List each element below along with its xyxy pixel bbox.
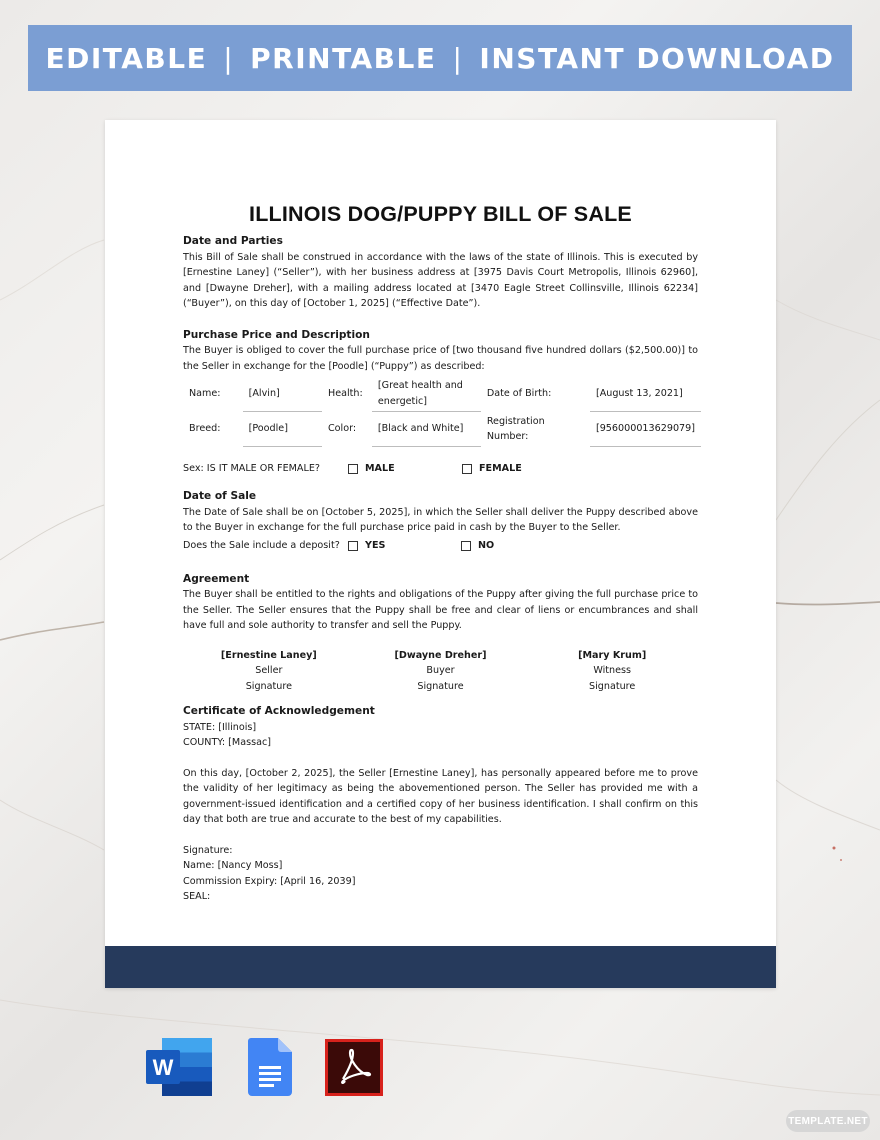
- checkbox[interactable]: [348, 464, 358, 474]
- signer-role: Seller: [255, 665, 283, 676]
- banner-separator: |: [223, 41, 235, 75]
- date-parties-text: This Bill of Sale shall be construed in accordance with the laws of the state of Illinois. This is executed by [Ernestine Laney] (“Seller”), with her business address at [3975 Davis Court Metropolis, Illinois 62960], and [Dwayne Dreher], with a mailing address located at [3470 Eagle Street Collinsville, Illinois 62234] (“Buyer”), on this day of [October 1, 2025] (“Effective Date”).: [183, 251, 698, 309]
- certificate-seal: SEAL:: [183, 891, 211, 902]
- word-icon[interactable]: [146, 1038, 212, 1096]
- label-name: Name:: [189, 388, 221, 399]
- banner-separator: |: [452, 41, 464, 75]
- table-row: [183, 412, 701, 447]
- agreement-text: The Buyer shall be entitled to the rights and obligations of the Puppy after giving the full purchase price to the Seller. The Seller ensures that the Puppy shall be free and clear of liens or encumbrances and shall have full and sole authority to transfer and sell the Puppy.: [183, 589, 698, 631]
- section-heading-purchase: Purchase Price and Description: [183, 328, 370, 341]
- document-content: [183, 200, 698, 905]
- puppy-details-table: [183, 376, 701, 447]
- male-label: MALE: [365, 463, 395, 475]
- certificate-county: COUNTY: [Massac]: [183, 737, 271, 748]
- section-heading-date-of-sale: Date of Sale: [183, 490, 257, 502]
- checkbox[interactable]: [462, 464, 472, 474]
- label-breed: Breed:: [189, 423, 221, 435]
- certificate-commission: Commission Expiry: [April 16, 2039]: [183, 875, 356, 887]
- google-docs-icon[interactable]: [248, 1038, 292, 1096]
- sex-choice-row: [183, 459, 698, 479]
- yes-label: YES: [365, 539, 386, 551]
- value-dob: [August 13, 2021]: [590, 376, 701, 412]
- signature-label: Signature: [589, 680, 636, 692]
- section-heading-date-parties: Date and Parties: [183, 235, 283, 247]
- female-option[interactable]: [462, 461, 522, 477]
- certificate-state: STATE: [Illinois]: [183, 721, 257, 733]
- signature-block: [183, 648, 698, 695]
- female-label: FEMALE: [479, 463, 522, 475]
- signature-seller: [183, 648, 355, 695]
- banner-instant-download: INSTANT DOWNLOAD: [479, 41, 835, 75]
- signer-role: Buyer: [426, 665, 455, 676]
- format-icons: [0, 1038, 880, 1098]
- label-color: Color:: [327, 423, 357, 435]
- certificate-name: Name: [Nancy Moss]: [183, 860, 283, 871]
- signature-buyer: [355, 648, 527, 695]
- no-option[interactable]: [461, 538, 494, 554]
- label-registration: Registration Number:: [486, 415, 545, 442]
- signer-name: [Mary Krum]: [578, 649, 647, 661]
- section-heading-certificate: Certificate of Acknowledgement: [183, 705, 375, 717]
- value-health: [Great health and energetic]: [372, 376, 481, 412]
- deposit-choice-row: [183, 536, 698, 556]
- value-breed: [Poodle]: [243, 412, 322, 447]
- promo-banner: [28, 25, 852, 91]
- signer-role: Witness: [593, 665, 632, 676]
- banner-printable: PRINTABLE: [250, 41, 437, 75]
- value-registration: [956000013629079]: [590, 412, 701, 447]
- signer-name: [Ernestine Laney]: [220, 649, 317, 661]
- value-color: [Black and White]: [372, 412, 481, 447]
- deposit-label: Does the Sale include a deposit?: [183, 539, 340, 551]
- checkbox[interactable]: [348, 541, 358, 551]
- date-of-sale-text: The Date of Sale shall be on [October 5, 2025], in which the Seller shall deliver the Puppy described above to the Buyer in exchange for the full purchase price paid in cash by the Buyer to the Seller.: [183, 506, 698, 533]
- label-dob: Date of Birth:: [486, 388, 552, 399]
- certificate-text: On this day, [October 2, 2025], the Seller [Ernestine Laney], has personally appeared before me to prove the validity of her legitimacy as being the abovementioned person. The Seller has provided me with a government-issued identification and a certified copy of her business identification. I shall confirm on this day that both are true and accurate to the best of my capabilities.: [183, 767, 698, 825]
- document-title: ILLINOIS DOG/PUPPY BILL OF SALE: [249, 202, 632, 226]
- male-option[interactable]: [348, 461, 462, 477]
- value-name: [Alvin]: [243, 376, 322, 412]
- certificate-signature: Signature:: [183, 844, 233, 856]
- signature-label: Signature: [245, 680, 292, 692]
- table-row: [183, 376, 701, 412]
- purchase-text: The Buyer is obliged to cover the full purchase price of [two thousand five hundred dollars ($2,500.00)] to the Seller in exchange for the [Poodle] (“Puppy”) as described:: [183, 345, 698, 372]
- yes-option[interactable]: [348, 538, 461, 554]
- signer-name: [Dwayne Dreher]: [394, 649, 487, 661]
- document-footer-bar: [105, 946, 776, 988]
- sex-label: Sex: IS IT MALE OR FEMALE?: [183, 463, 320, 475]
- pdf-icon[interactable]: [325, 1039, 383, 1096]
- no-label: NO: [478, 539, 495, 551]
- document-page: [105, 120, 776, 988]
- template-net-badge[interactable]: TEMPLATE.NET: [786, 1110, 870, 1132]
- signature-label: Signature: [417, 680, 464, 692]
- section-heading-agreement: Agreement: [183, 572, 250, 585]
- signature-witness: [526, 648, 698, 695]
- svg-text:W: W: [152, 1055, 174, 1080]
- label-health: Health:: [327, 388, 363, 399]
- banner-editable: EDITABLE: [45, 41, 208, 75]
- checkbox[interactable]: [461, 541, 471, 551]
